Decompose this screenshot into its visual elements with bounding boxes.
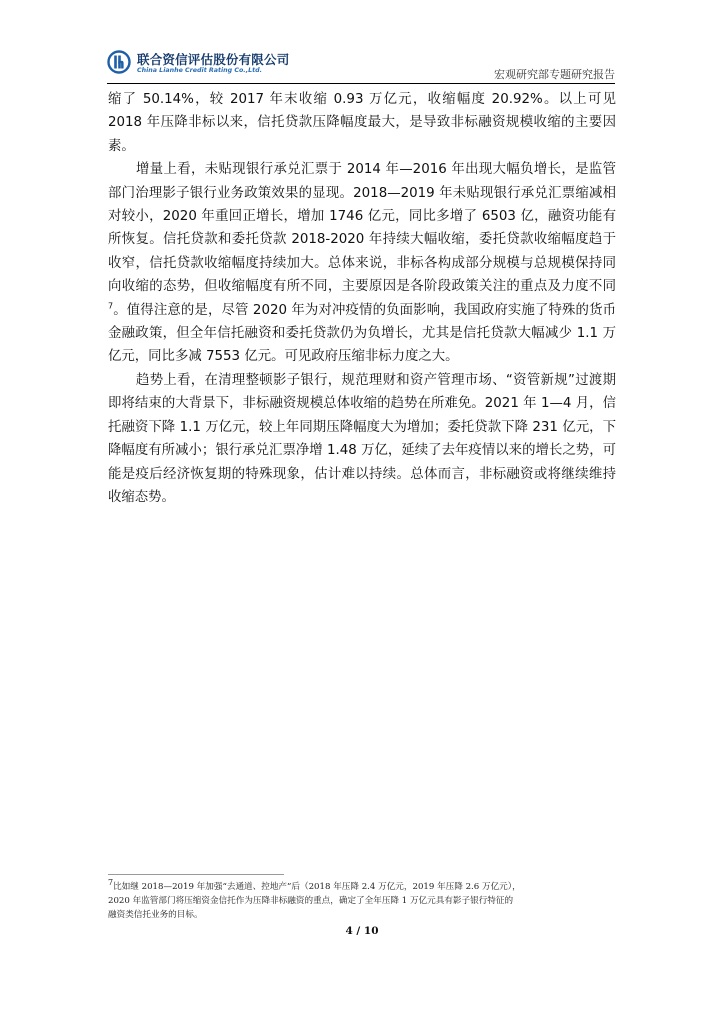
footnote-reference[interactable]: 7 <box>108 301 114 311</box>
header-divider <box>107 83 615 84</box>
footnote-divider <box>108 874 284 875</box>
company-name-cn: 联合资信评估股份有限公司 <box>137 52 290 67</box>
company-logo-icon <box>107 50 131 74</box>
paragraph: 缩了 50.14%，较 2017 年末收缩 0.93 万亿元，收缩幅度 20.92%。以上可见 2018 年压降非标以来，信托贷款压降幅度最大，是导致非标融资规模收缩的主要因素。 <box>108 92 616 154</box>
footnote-marker: 7 <box>108 878 114 888</box>
paragraph-text: 。值得注意的是，尽管 2020 年为对冲疫情的负面影响，我国政府实施了特殊的货币金融政策，但全年信托融资和委托贷款仍为负增长，尤其是信托贷款大幅减少 1.1 万亿元，同比多减 7553 亿元。可见政府压缩非标力度之大。 <box>108 302 616 365</box>
paragraph: 趋势上看，在清理整顿影子银行，规范理财和资产管理市场、“资管新规”过渡期即将结束的大背景下，非标融资规模总体收缩的趋势在所难免。2021 年 1—4 月，信托融资下降 1.1 万亿元，较上年同期压降幅度大为增加；委托贷款下降 231 亿元，下降幅度有所减小；银行承兑汇票净增 1.48 万亿，延续了去年疫情以来的增长之势，可能是疫后经济恢复期的特殊现象，估计难以持续。总体而言，非标融资或将继续维持收缩态势。 <box>108 372 616 505</box>
paragraph-text: 增量上看，未贴现银行承兑汇票于 2014 年—2016 年出现大幅负增长，是监管部门治理影子银行业务政策效果的显现。2018—2019 年未贴现银行承兑汇票缩减相对较小，2020 年重回正增长，增加 1746 亿元，同比多增了 6503 亿，融资功能有所恢复。信托贷款和委托贷款 2018-2020 年持续大幅收缩，委托贷款收缩幅度趋于收窄，信托贷款收缩幅度持续加大。总体来说，非标各构成部分规模与总规模保持同向收缩的态势，但收缩幅度有所不同，主要原因是各阶段政策关注的重点及力度不同 <box>108 162 616 295</box>
footnote-line: 2020 年监管部门将压缩资金信托作为压降非标融资的重点，确定了全年压降 1 万亿元具有影子银行特征的 <box>108 896 514 906</box>
body-text <box>108 88 616 509</box>
report-category-label: 宏观研究部专题研究报告 <box>494 68 615 81</box>
footnote <box>108 880 616 922</box>
footnote-line: $^7$比如继 2018—2019 年加强“去通道、控地产”后（2018 年压降 2.4 万亿元，2019 年压降 2.6 万亿元）， <box>108 878 521 892</box>
company-name-en: China Lianhe Credit Rating Co.,Ltd. <box>137 67 263 74</box>
footnote-line: 融资类信托业务的目标。 <box>108 910 203 920</box>
page-header <box>107 46 615 92</box>
paragraph <box>108 158 616 369</box>
page-number: 4 / 10 <box>345 925 379 937</box>
